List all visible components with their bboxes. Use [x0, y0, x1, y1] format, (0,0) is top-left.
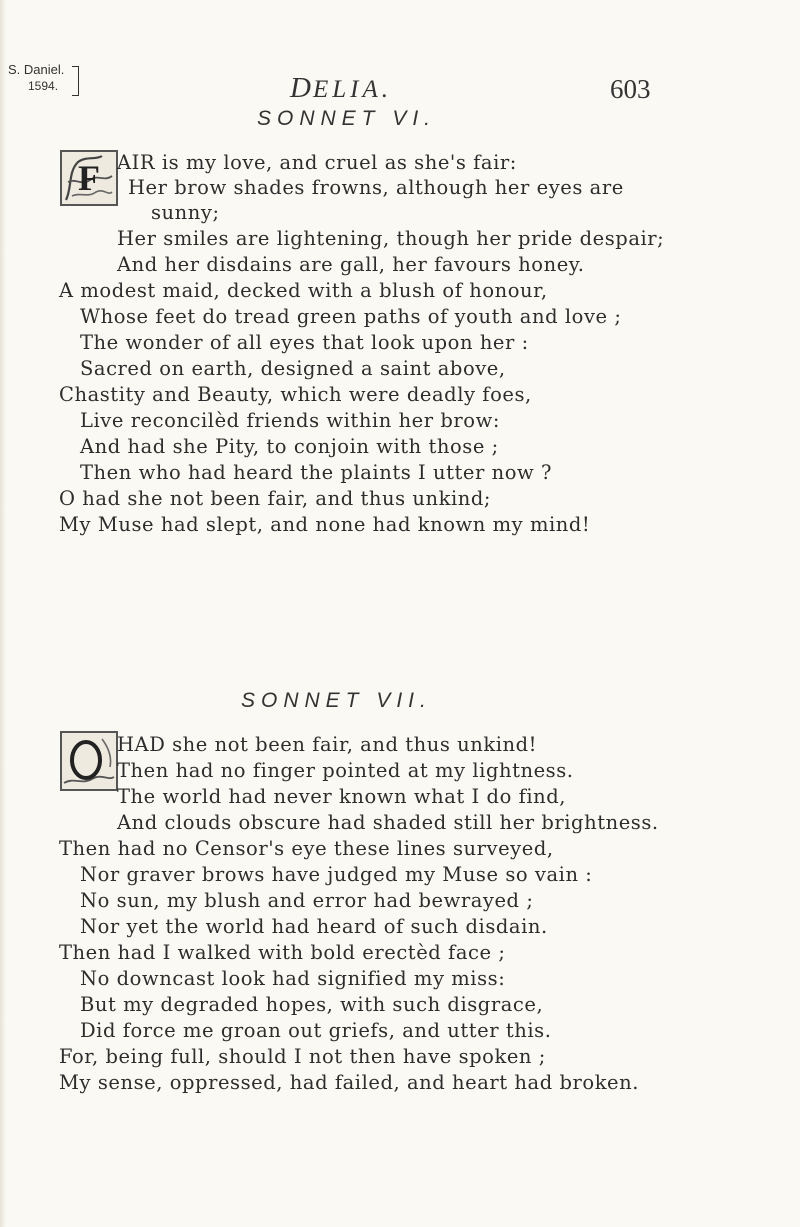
sonnet-6-line-12: And had she Pity, to conjoin with those ;: [80, 435, 499, 458]
decorated-initial-f: [60, 150, 118, 206]
sonnet-7-line-9: Then had I walked with bold erectèd face ;: [59, 941, 506, 964]
sonnet-7-line-7: No sun, my blush and error had bewrayed ;: [80, 889, 534, 912]
decorated-initial-o: [60, 731, 118, 791]
sonnet-7-line-8: Nor yet the world had heard of such disdain.: [80, 915, 548, 938]
running-title: [290, 72, 392, 105]
sonnet-7-line-1: [117, 733, 537, 756]
margin-bracket: [72, 66, 79, 96]
first-word-rest: AIR: [117, 151, 156, 174]
sonnet-7-line-11: But my degraded hopes, with such disgrace,: [80, 993, 544, 1016]
sonnet-7-line-6: Nor graver brows have judged my Muse so vain :: [80, 863, 593, 886]
running-title-cap: D: [290, 72, 313, 104]
sonnet-7-line-4: And clouds obscure had shaded still her brightness.: [117, 811, 659, 834]
sonnet-6-line-9: Sacred on earth, designed a saint above,: [80, 357, 506, 380]
sonnet-7-line-14: My sense, oppressed, had failed, and heart had broken.: [59, 1071, 640, 1094]
margin-year: 1594.: [28, 79, 59, 93]
sonnet-7-line-10: No downcast look had signified my miss:: [80, 967, 506, 990]
sonnet-7-line-3: The world had never known what I do find,: [117, 785, 567, 808]
sonnet-7-line-2: Then had no finger pointed at my lightness.: [117, 759, 574, 782]
sonnet-6-line-5: And her disdains are gall, her favours honey.: [117, 253, 585, 276]
sonnet-6-heading: SONNET VI.: [257, 107, 437, 130]
sonnet-7-line-13: For, being full, should I not then have spoken ;: [59, 1045, 546, 1068]
sonnet-6-line-14: O had she not been fair, and thus unkind;: [59, 487, 492, 510]
page-number: 603: [610, 74, 651, 104]
sonnet-6-line-13: Then who had heard the plaints I utter now ?: [80, 461, 552, 484]
initial-letter-o: O: [83, 762, 89, 771]
sonnet-6-line-15: My Muse had slept, and none had known my mind!: [59, 513, 591, 536]
sonnet-7-line-12: Did force me groan out griefs, and utter this.: [80, 1019, 552, 1042]
initial-letter-f: F: [78, 158, 100, 198]
sonnet-6-line-6: A modest maid, decked with a blush of honour,: [59, 279, 548, 302]
margin-author-note: [8, 62, 64, 94]
sonnet-6-line-4: Her smiles are lightening, though her pride despair;: [117, 227, 665, 250]
sonnet-7-heading: SONNET VII.: [241, 689, 432, 712]
sonnet-6-line-11: Live reconcilèd friends within her brow:: [80, 409, 500, 432]
sonnet-7-line-5: Then had no Censor's eye these lines surveyed,: [59, 837, 554, 860]
sonnet-6-line-8: The wonder of all eyes that look upon her :: [80, 331, 529, 354]
sonnet-6-line-2: Her brow shades frowns, although her eyes are: [128, 176, 624, 199]
margin-author: S. Daniel.: [8, 62, 65, 77]
line-text: she not been fair, and thus unkind!: [165, 733, 538, 756]
sonnet-6-line-3: sunny;: [151, 201, 220, 224]
running-title-rest: ELIA.: [312, 76, 392, 103]
page-spine-shadow: [0, 0, 6, 1227]
line-text: is my love, and cruel as she's fair:: [155, 151, 517, 174]
sonnet-6-line-7: Whose feet do tread green paths of youth and love ;: [80, 305, 622, 328]
sonnet-6-line-1: [117, 151, 517, 174]
sonnet-6-line-10: Chastity and Beauty, which were deadly foes,: [59, 383, 532, 406]
first-word-rest: HAD: [117, 733, 166, 756]
